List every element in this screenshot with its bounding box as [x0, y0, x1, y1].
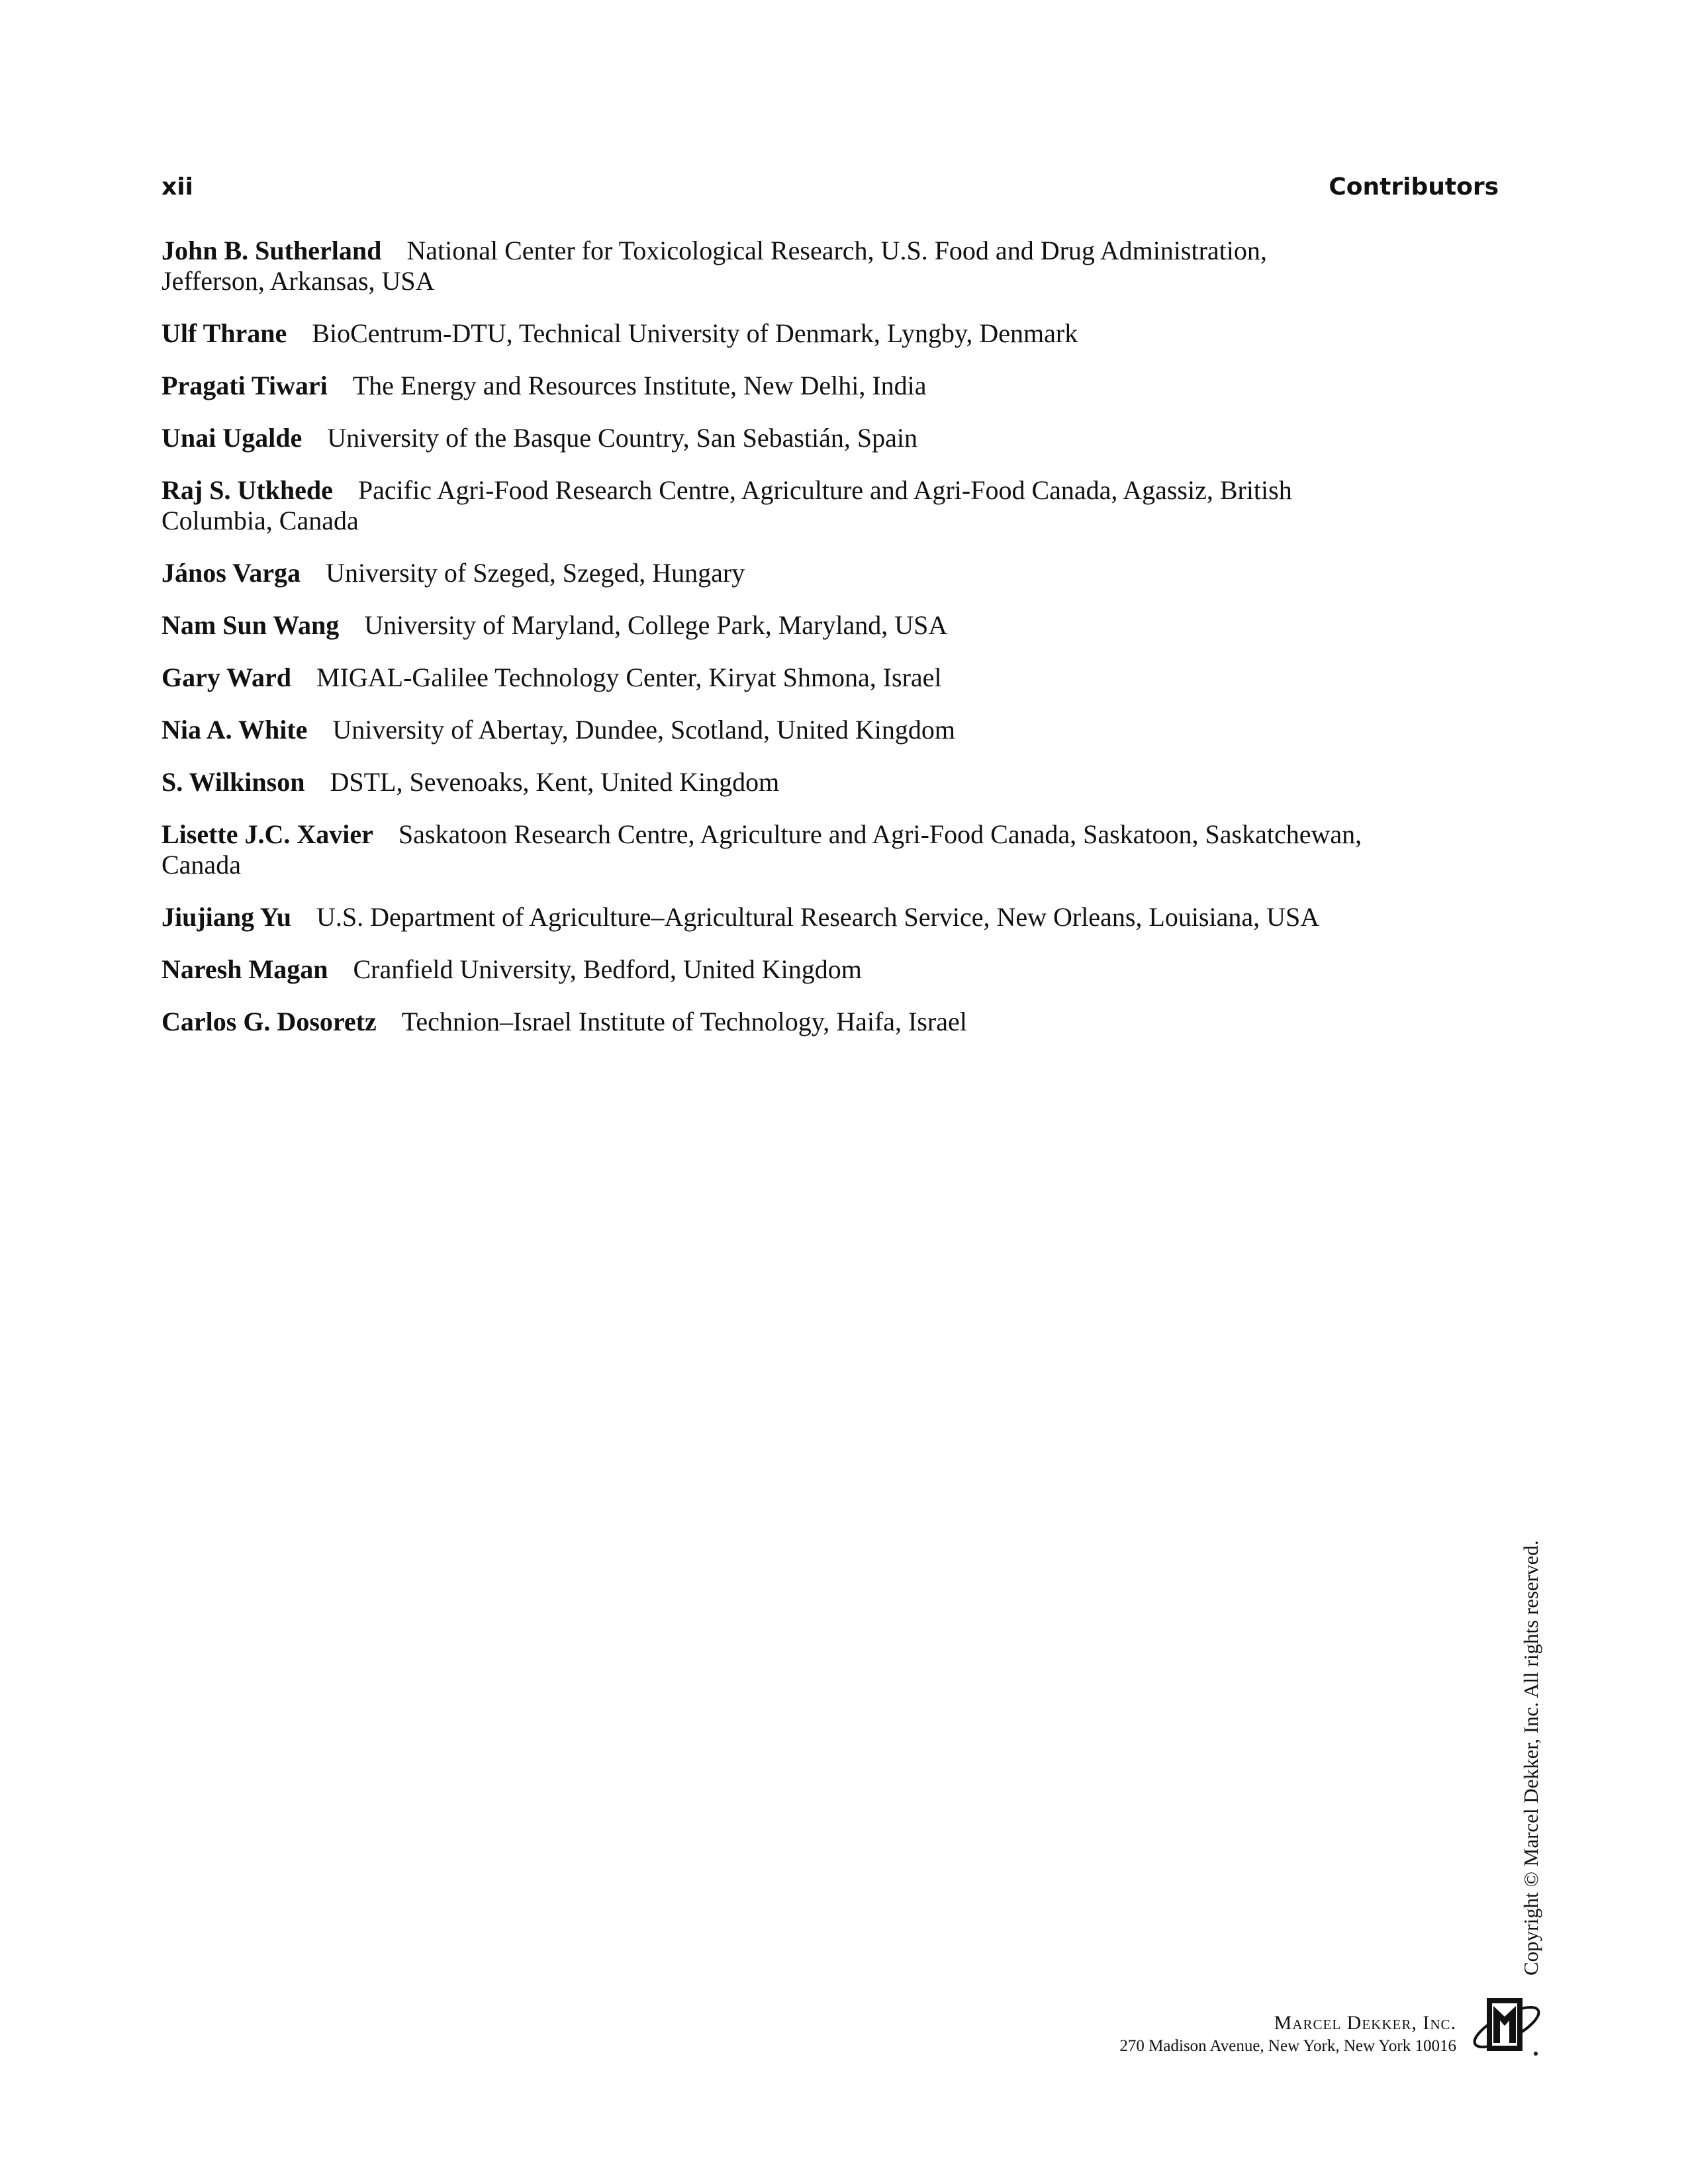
contributor-affiliation: University of the Basque Country, San Sebastián, Spain — [327, 423, 917, 453]
publisher-logo-icon — [1467, 1990, 1546, 2062]
contributor-affiliation: BioCentrum-DTU, Technical University of Denmark, Lyngby, Denmark — [312, 318, 1078, 348]
contributor-affiliation: MIGAL-Galilee Technology Center, Kiryat Shmona, Israel — [316, 662, 942, 692]
contributor-name: S. Wilkinson — [162, 767, 305, 797]
contributor-name: Pragati Tiwari — [162, 371, 328, 400]
contributor-entry — [162, 954, 1366, 985]
contributor-entry — [162, 767, 1366, 797]
contributor-list — [162, 236, 1366, 1059]
publisher-address: 270 Madison Avenue, New York, New York 10016 — [1119, 2037, 1456, 2055]
contributor-entry — [162, 371, 1366, 401]
contributor-name: Naresh Magan — [162, 954, 328, 984]
contributor-affiliation: The Energy and Resources Institute, New Delhi, India — [352, 371, 927, 400]
contributor-entry — [162, 423, 1366, 453]
contributor-name: Ulf Thrane — [162, 318, 287, 348]
contributor-affiliation: National Center for Toxicological Research, U.S. Food and Drug Administration, Jefferson, Arkansas, USA — [162, 236, 1267, 296]
contributor-name: Gary Ward — [162, 662, 291, 692]
contributor-affiliation: U.S. Department of Agriculture–Agricultural Research Service, New Orleans, Louisiana, USA — [316, 902, 1320, 932]
contributor-affiliation: Technion–Israel Institute of Technology, Haifa, Israel — [401, 1007, 967, 1036]
contributor-entry — [162, 558, 1366, 588]
contributor-name: John B. Sutherland — [162, 236, 382, 265]
contributor-affiliation: University of Maryland, College Park, Maryland, USA — [364, 610, 948, 640]
contributor-name: Raj S. Utkhede — [162, 475, 333, 505]
publisher-name: Marcel Dekker, Inc. — [1274, 2012, 1456, 2034]
contributor-affiliation: Saskatoon Research Centre, Agriculture and Agri-Food Canada, Saskatoon, Saskatchewan, Canada — [162, 819, 1362, 880]
publisher-imprint — [1119, 2012, 1456, 2056]
contributor-name: Carlos G. Dosoretz — [162, 1007, 377, 1036]
contributor-affiliation: University of Szeged, Szeged, Hungary — [326, 558, 745, 588]
contributor-affiliation: Pacific Agri-Food Research Centre, Agriculture and Agri-Food Canada, Agassiz, British Columbia, Canada — [162, 475, 1292, 535]
contributor-entry — [162, 902, 1366, 933]
contributor-entry — [162, 662, 1366, 693]
contributor-name: Lisette J.C. Xavier — [162, 819, 373, 849]
contributor-entry — [162, 819, 1366, 880]
contributor-entry — [162, 610, 1366, 641]
page-header — [162, 173, 1499, 206]
contributor-name: Nam Sun Wang — [162, 610, 340, 640]
copyright-notice: Copyright © Marcel Dekker, Inc. All rights reserved. — [1519, 1540, 1542, 1976]
contributor-affiliation: University of Abertay, Dundee, Scotland, United Kingdom — [332, 715, 955, 745]
contributor-entry — [162, 715, 1366, 745]
contributor-affiliation: Cranfield University, Bedford, United Kingdom — [353, 954, 862, 984]
contributor-entry — [162, 1007, 1366, 1037]
contributor-name: János Varga — [162, 558, 301, 588]
contributor-name: Unai Ugalde — [162, 423, 303, 453]
contributor-name: Jiujiang Yu — [162, 902, 292, 932]
contributor-entry — [162, 318, 1366, 349]
contributor-entry — [162, 236, 1366, 296]
page-number: xii — [162, 173, 193, 201]
contributor-entry — [162, 475, 1366, 536]
contributor-affiliation: DSTL, Sevenoaks, Kent, United Kingdom — [330, 767, 780, 797]
running-title: Contributors — [1329, 173, 1499, 201]
contributor-name: Nia A. White — [162, 715, 308, 745]
